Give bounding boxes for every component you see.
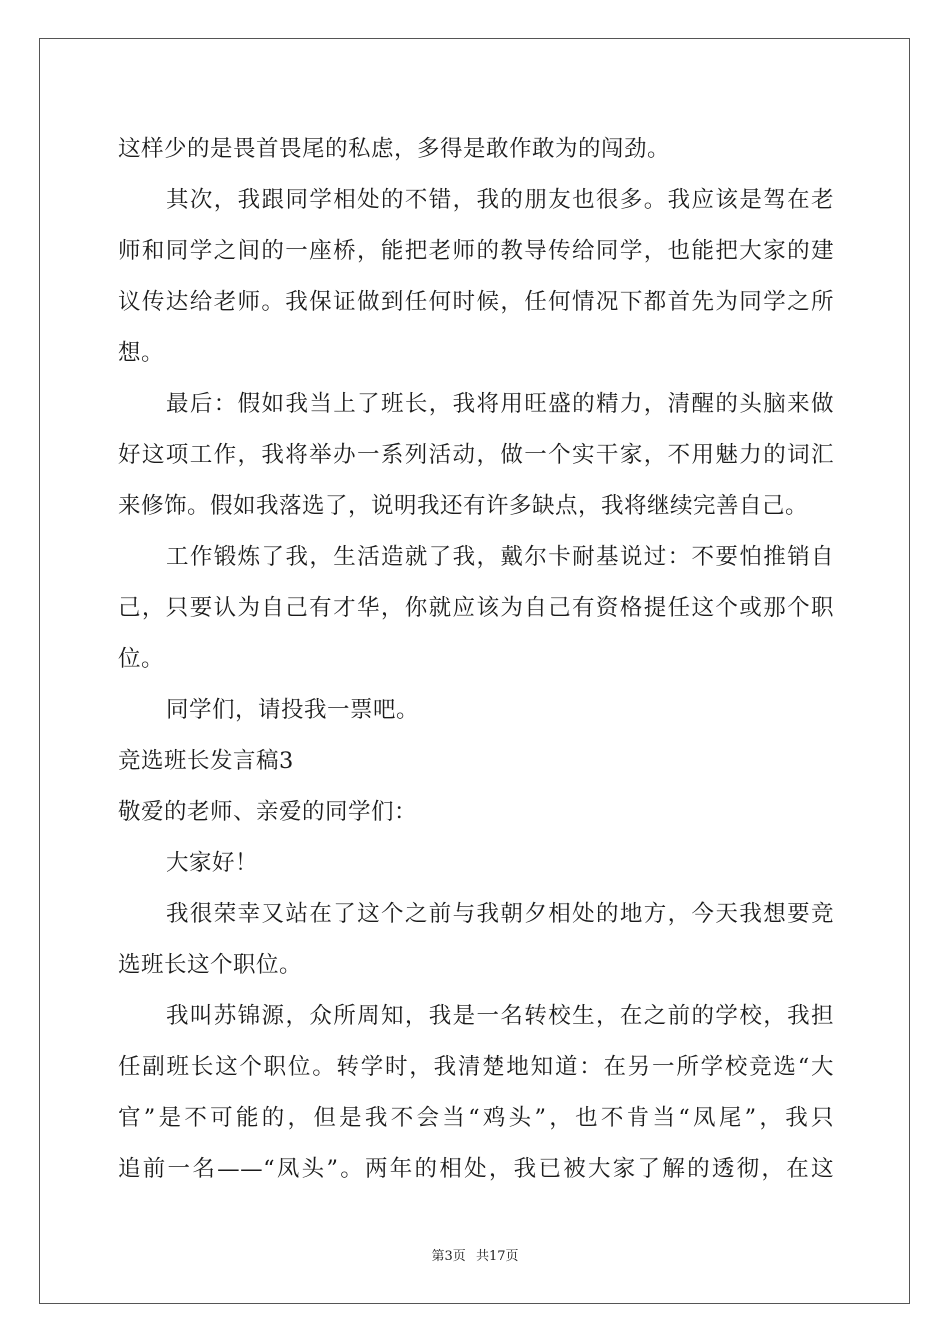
text-line: 工作锻炼了我，生活造就了我，戴尔卡耐基说过：不要怕推销自	[166, 544, 834, 570]
text-line: 我叫苏锦源，众所周知，我是一名转校生，在之前的学校，我担	[166, 1003, 834, 1029]
text-line: 敬爱的老师、亲爱的同学们：	[118, 799, 418, 825]
text-line: 想。	[118, 340, 165, 366]
text-line: 最后：假如我当上了班长，我将用旺盛的精力，清醒的头脑来做	[166, 391, 834, 417]
text-line: 议传达给老师。我保证做到任何时候，任何情况下都首先为同学之所	[118, 289, 834, 315]
text-line: 来修饰。假如我落选了，说明我还有许多缺点，我将继续完善自己。	[118, 493, 809, 519]
document-body	[118, 124, 834, 1195]
text-line: 选班长这个职位。	[118, 952, 303, 978]
text-line: 师和同学之间的一座桥，能把老师的教导传给同学，也能把大家的建	[118, 238, 834, 264]
text-line: 任副班长这个职位。转学时，我清楚地知道：在另一所学校竞选“大	[118, 1054, 834, 1080]
text-line: 己，只要认为自己有才华，你就应该为自己有资格提任这个或那个职	[118, 595, 834, 621]
text-line: 追前一名——“凤头”。两年的相处，我已被大家了解的透彻，在这	[118, 1156, 834, 1182]
page-number: 第3页	[431, 1249, 466, 1264]
text-line: 这样少的是畏首畏尾的私虑，多得是敢作敢为的闯劲。	[118, 136, 671, 162]
text-line: 竞选班长发言稿3	[118, 748, 294, 774]
text-line: 其次，我跟同学相处的不错，我的朋友也很多。我应该是驾在老	[166, 187, 834, 213]
text-line: 我很荣幸又站在了这个之前与我朝夕相处的地方，今天我想要竞	[166, 901, 834, 927]
text-line: 好这项工作，我将举办一系列活动，做一个实干家，不用魅力的词汇	[118, 442, 834, 468]
text-line: 大家好！	[166, 850, 259, 876]
page-total: 共17页	[475, 1249, 519, 1264]
page-footer	[0, 1245, 950, 1264]
text-line: 位。	[118, 646, 165, 672]
text-line: 同学们，请投我一票吧。	[166, 697, 420, 723]
text-line: 官”是不可能的，但是我不会当“鸡头”，也不肯当“凤尾”，我只	[118, 1105, 834, 1131]
